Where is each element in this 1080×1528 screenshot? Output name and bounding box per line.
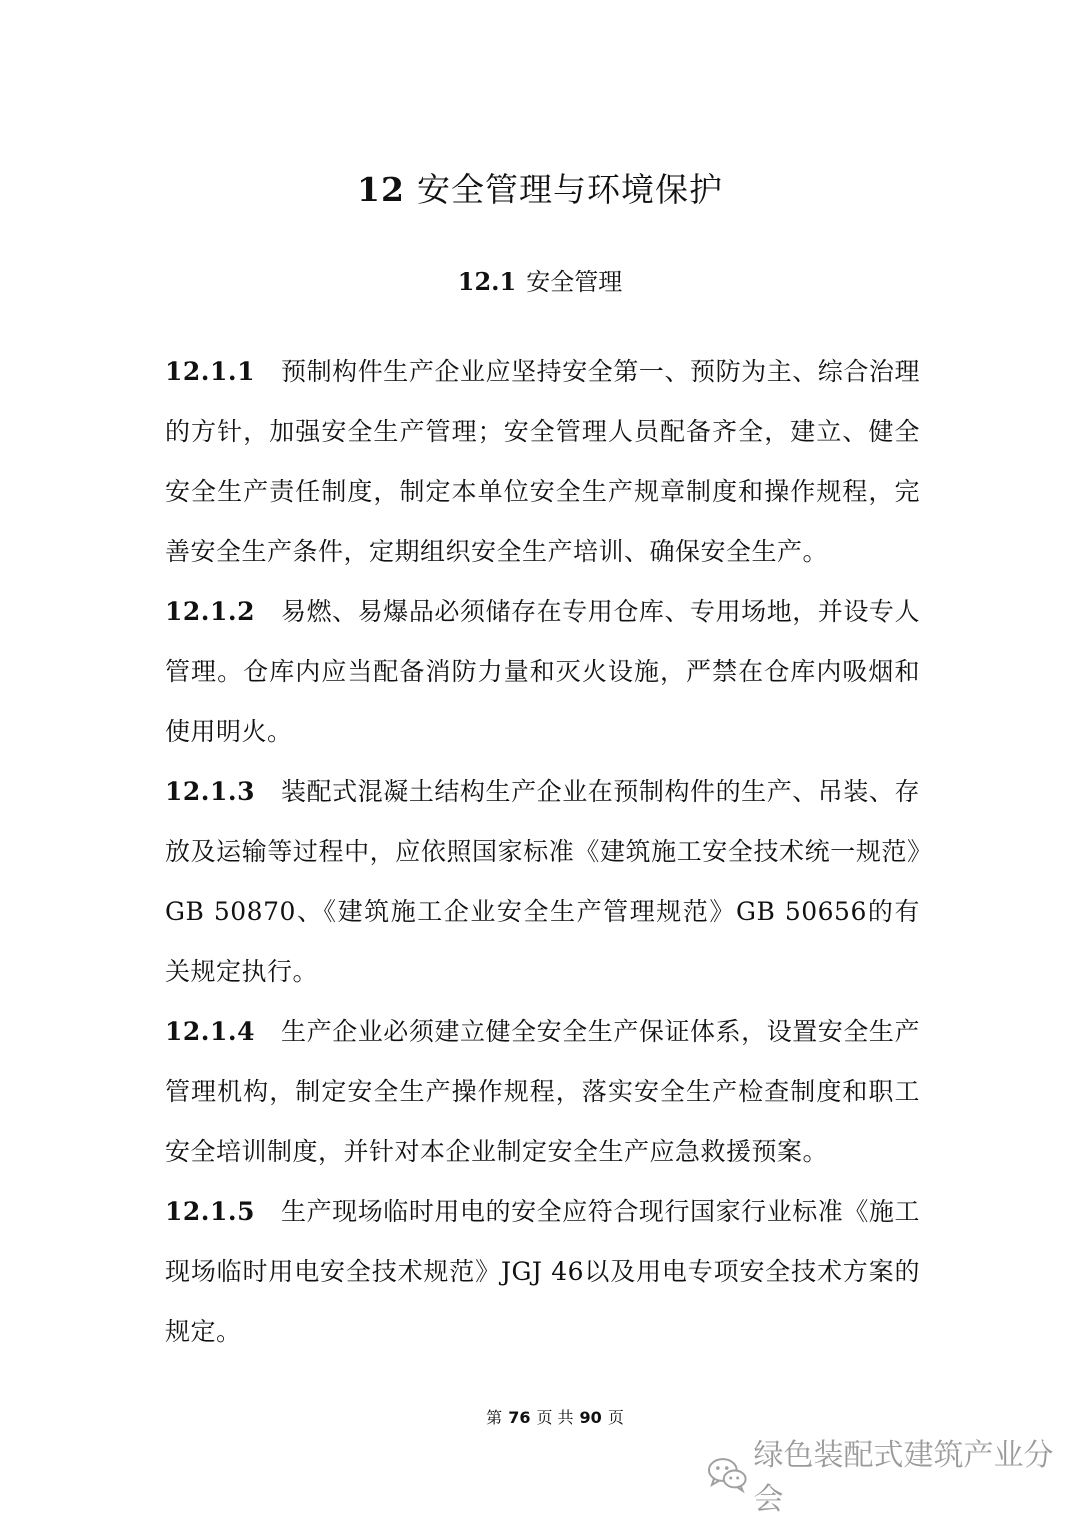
footer-prefix: 第 [486, 1408, 503, 1427]
clause-number: 12.1.2 [165, 597, 255, 626]
footer-middle: 页 共 [536, 1408, 574, 1427]
chapter-title-text: 安全管理与环境保护 [416, 170, 723, 209]
chapter-title [0, 165, 1080, 215]
clause-text: 生产现场临时用电的安全应符合现行国家行业标准《施工现场临时用电安全技术规范》JGJ 46以及用电专项安全技术方案的规定。 [165, 1197, 920, 1346]
total-page-number: 90 [579, 1408, 602, 1427]
clause-number: 12.1.4 [165, 1017, 255, 1046]
clause-12-1-3 [165, 762, 920, 1002]
clause-number: 12.1.5 [165, 1197, 255, 1226]
watermark-text: 绿色装配式建筑产业分会 [753, 1438, 1054, 1517]
footer-suffix: 页 [607, 1408, 624, 1427]
section-title-text: 安全管理 [526, 268, 623, 296]
clause-12-1-5 [165, 1182, 920, 1362]
clause-12-1-4 [165, 1002, 920, 1182]
wechat-icon [706, 1454, 750, 1494]
section-number: 12.1 [457, 267, 517, 296]
body-text [165, 342, 920, 1362]
clause-text: 预制构件生产企业应坚持安全第一、预防为主、综合治理的方针，加强安全生产管理；安全管理人员配备齐全，建立、健全安全生产责任制度，制定本单位安全生产规章制度和操作规程，完善安全生产条件，定期组织安全生产培训、确保安全生产。 [165, 357, 920, 566]
chapter-number: 12 [357, 170, 405, 209]
clause-text: 易燃、易爆品必须储存在专用仓库、专用场地，并设专人管理。仓库内应当配备消防力量和灭火设施，严禁在仓库内吸烟和使用明火。 [165, 597, 920, 746]
clause-12-1-2 [165, 582, 920, 762]
clause-number: 12.1.1 [165, 357, 255, 386]
clause-text: 生产企业必须建立健全安全生产保证体系，设置安全生产管理机构，制定安全生产操作规程，落实安全生产检查制度和职工安全培训制度，并针对本企业制定安全生产应急救援预案。 [165, 1017, 920, 1166]
current-page-number: 76 [508, 1408, 531, 1427]
clause-text: 装配式混凝土结构生产企业在预制构件的生产、吊装、存放及运输等过程中，应依照国家标准《建筑施工安全技术统一规范》GB 50870、《建筑施工企业安全生产管理规范》GB 50656的有关规定执行。 [165, 777, 920, 986]
watermark [706, 1438, 1080, 1517]
section-title [0, 262, 1080, 302]
page-footer [0, 1404, 1080, 1432]
clause-number: 12.1.3 [165, 777, 255, 806]
clause-12-1-1 [165, 342, 920, 582]
